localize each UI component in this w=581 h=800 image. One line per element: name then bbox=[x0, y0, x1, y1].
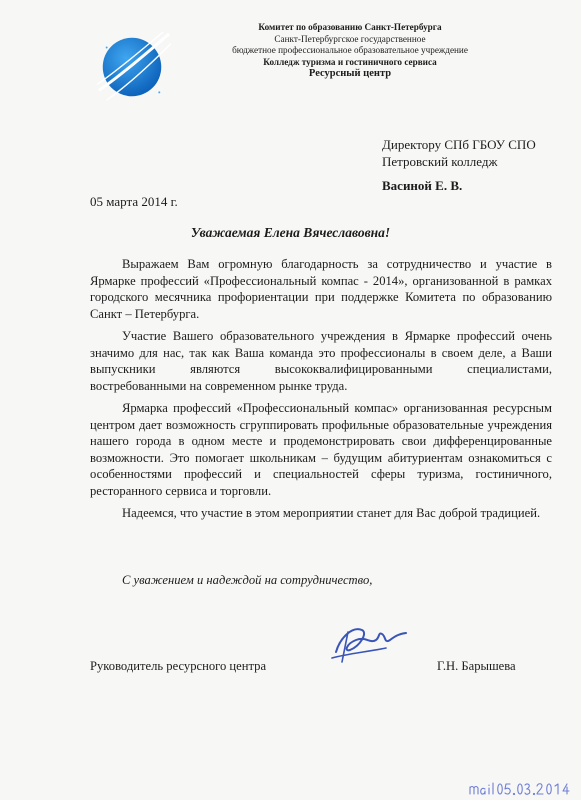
paragraph: Надеемся, что участие в этом мероприятии станет для Вас доброй традицией. bbox=[122, 506, 541, 520]
signatory-name: Г.Н. Барышева bbox=[437, 659, 516, 673]
org-line-institution: бюджетное профессиональное образовательное учреждение bbox=[232, 45, 468, 56]
college-logo bbox=[93, 28, 171, 106]
recipient-position: Директору СПб ГБОУ СПО bbox=[382, 137, 536, 152]
org-line-resource-center: Ресурсный центр bbox=[308, 68, 392, 80]
paragraph: Участие Вашего образовательного учреждения в Ярмарке профессий очень значимо для нас, так как Ваша команда это профессионалы в своем деле, а Ваши выпускники являются высококвалифицированными специалистами, востребованными на современном рынке труда. bbox=[90, 329, 552, 393]
closing-phrase: С уважением и надеждой на сотрудничество, bbox=[122, 573, 373, 587]
organization-header bbox=[190, 22, 510, 80]
paragraph: Ярмарка профессий «Профессиональный компас» организованная ресурсным центром дает возможность сгруппировать профильные образовательные учреждения нашего города в одном месте и продемонстрировать свои дифференцированные возможности. Это помогает школьникам – будущим абитуриентам ознакомиться с особенностями профессий и специальностей сферы туризма, гостиничного, ресторанного сервиса и торговли. bbox=[90, 401, 552, 498]
handwritten-signature bbox=[326, 618, 410, 666]
org-line-college: Колледж туризма и гостиничного сервиса bbox=[263, 56, 437, 67]
recipient-name: Васиной Е. В. bbox=[382, 178, 463, 193]
letter-date: 05 марта 2014 г. bbox=[90, 194, 178, 209]
recipient-institution: Петровский колледж bbox=[382, 154, 498, 169]
paragraph: Выражаем Вам огромную благодарность за сотрудничество и участие в Ярмарке профессий «Профессиональный компас - 2014», организованной в рамках городского месячника профориентации при поддержке Комитета по образованию Санкт – Петербурга. bbox=[90, 257, 552, 321]
org-line-committee: Комитет по образованию Санкт-Петербурга bbox=[258, 22, 442, 32]
mail-date-stamp bbox=[468, 781, 576, 797]
signatory-title: Руководитель ресурсного центра bbox=[90, 659, 267, 673]
recipient-block bbox=[382, 136, 536, 170]
greeting: Уважаемая Елена Вячеславовна! bbox=[190, 225, 391, 240]
org-line-state: Санкт-Петербургское государственное bbox=[274, 33, 426, 44]
letter-body bbox=[90, 256, 552, 528]
